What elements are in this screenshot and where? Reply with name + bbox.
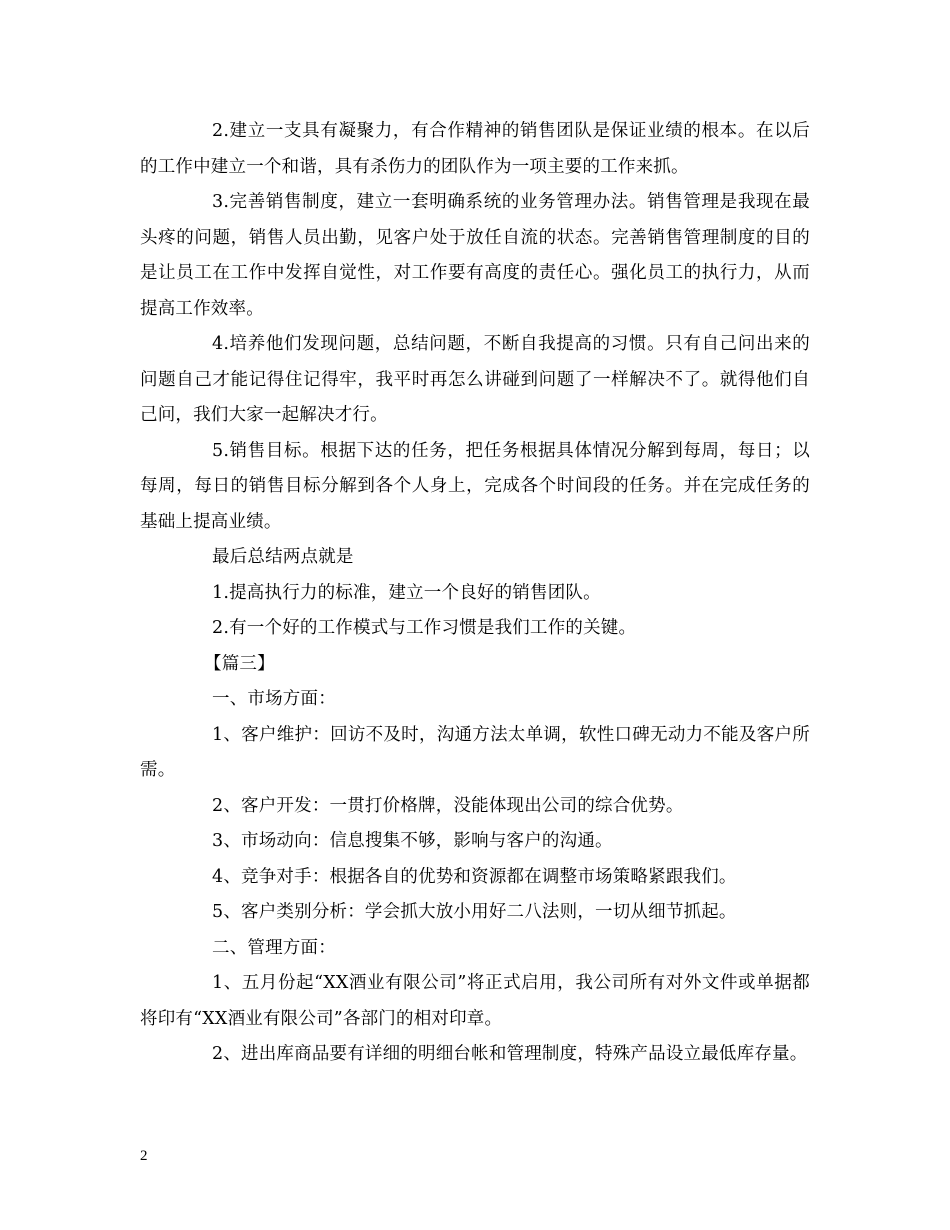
subheading-management: 二、管理方面： <box>212 937 336 958</box>
paragraph-team-building: 2.建立一支具有凝聚力，有合作精神的销售团队是保证业绩的根本。在以后的工作中建立一个和谐，具有杀伤力的团队作为一项主要的工作来抓。 <box>140 121 810 177</box>
paragraph-sales-target: 5.销售目标。根据下达的任务，把任务根据具体情况分解到每周，每日；以每周，每日的销售目标分解到各个人身上，完成各个时间段的任务。并在完成任务的基础上提高业绩。 <box>140 440 810 532</box>
page-number: 2 <box>140 1148 148 1164</box>
section-heading-part-three: 【篇三】 <box>204 653 275 674</box>
paragraph-customer-maintenance: 1、客户维护：回访不及时，沟通方法太单调，软性口碑无动力不能及客户所需。 <box>140 724 810 780</box>
paragraph-customer-analysis: 5、客户类别分析：学会抓大放小用好二八法则，一切从细节抓起。 <box>212 902 737 922</box>
paragraph-summary-point-2: 2.有一个好的工作模式与工作习惯是我们工作的关键。 <box>212 618 637 638</box>
paragraph-competitors: 4、竞争对手：根据各自的优势和资源都在调整市场策略紧跟我们。 <box>212 866 737 887</box>
paragraph-company-seal: 1、五月份起“XX酒业有限公司”将正式启用，我公司所有对外文件或单据都将印有“XX酒业有限公司”各部门的相对印章。 <box>140 973 810 1029</box>
paragraph-customer-development: 2、客户开发：一贯打价格牌，没能体现出公司的综合优势。 <box>212 795 684 816</box>
paragraph-problem-solving: 4.培养他们发现问题，总结问题，不断自我提高的习惯。只有自己问出来的问题自己才能记得住记得牢，我平时再怎么讲碰到问题了一样解决不了。就得他们自己问，我们大家一起解决才行。 <box>140 334 810 425</box>
paragraph-inventory: 2、进出库商品要有详细的明细台帐和管理制度，特殊产品设立最低库存量。 <box>212 1044 808 1064</box>
paragraph-summary-intro: 最后总结两点就是 <box>212 547 354 567</box>
subheading-market: 一、市场方面： <box>212 689 336 709</box>
document-body <box>140 114 810 1073</box>
paragraph-sales-system: 3.完善销售制度，建立一套明确系统的业务管理办法。销售管理是我现在最头疼的问题，销售人员出勤，见客户处于放任自流的状态。完善销售管理制度的目的是让员工在工作中发挥自觉性，对工作要有高度的责任心。强化员工的执行力，从而提高工作效率。 <box>140 192 810 319</box>
paragraph-market-trends: 3、市场动向：信息搜集不够，影响与客户的沟通。 <box>212 831 613 851</box>
paragraph-summary-point-1: 1.提高执行力的标准，建立一个良好的销售团队。 <box>212 582 601 603</box>
